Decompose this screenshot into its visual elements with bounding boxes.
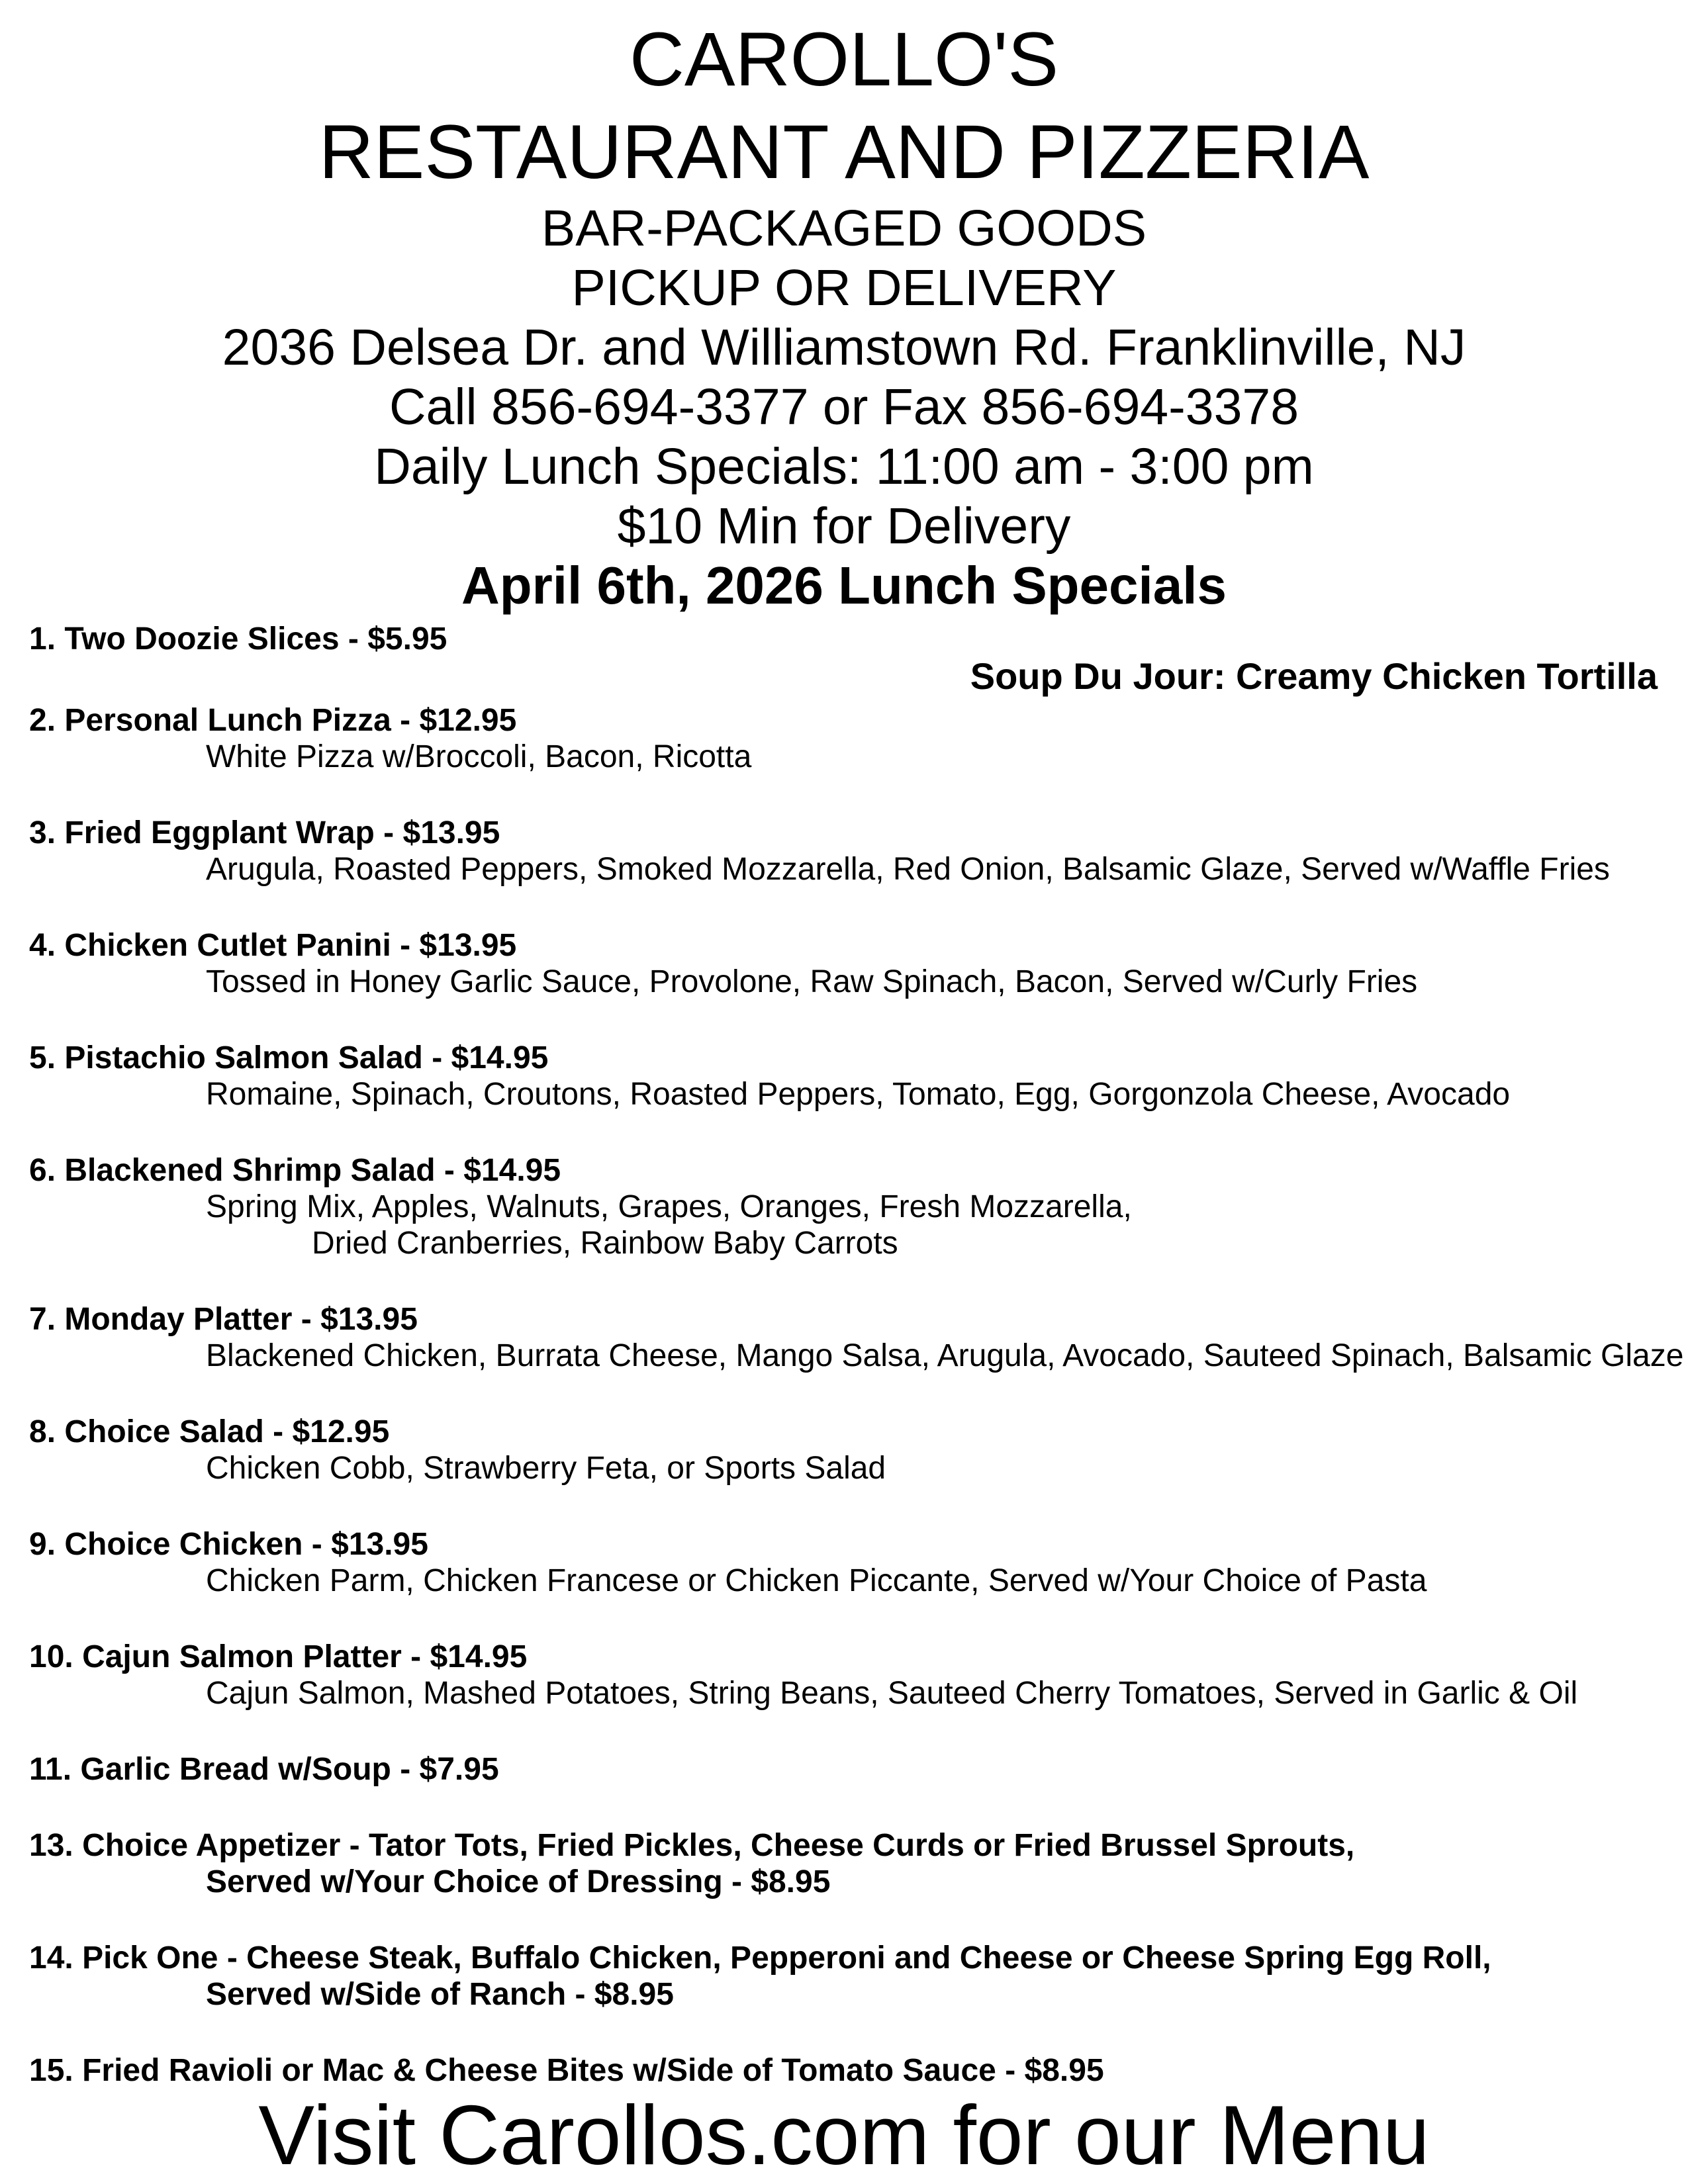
menu-item-title: 2. Personal Lunch Pizza - $12.95 bbox=[29, 703, 517, 738]
menu-item bbox=[29, 1301, 1684, 1374]
menu-item bbox=[29, 1827, 1658, 1900]
footer-note: Visit Carollos.com for our Menu bbox=[258, 2088, 1430, 2182]
menu-item bbox=[29, 1639, 1658, 1711]
menu-item-title: 13. Choice Appetizer - Tator Tots, Fried Pickles, Cheese Curds or Fried Brussel Sprouts, bbox=[29, 1828, 1355, 1863]
menu-item-desc: Romaine, Spinach, Croutons, Roasted Peppers, Tomato, Egg, Gorgonzola Cheese, Avocado bbox=[206, 1077, 1511, 1112]
soup-du-jour: Soup Du Jour: Creamy Chicken Tortilla bbox=[970, 655, 1658, 697]
menu-item-desc: Cajun Salmon, Mashed Potatoes, String Beans, Sauteed Cherry Tomatoes, Served in Garlic & Oil bbox=[206, 1676, 1578, 1711]
header-address: 2036 Delsea Dr. and Williamstown Rd. Franklinville, NJ bbox=[222, 319, 1466, 376]
menu-item-desc: Served w/Side of Ranch - $8.95 bbox=[206, 1977, 674, 2012]
menu-item-title: 4. Chicken Cutlet Panini - $13.95 bbox=[29, 928, 517, 963]
menu-item-desc: Blackened Chicken, Burrata Cheese, Mango Salsa, Arugula, Avocado, Sauteed Spinach, Balsamic Glaze bbox=[206, 1338, 1684, 1373]
menu-item-desc: Spring Mix, Apples, Walnuts, Grapes, Oranges, Fresh Mozzarella, bbox=[206, 1189, 1132, 1224]
menu-item bbox=[29, 1751, 1658, 1788]
menu-item bbox=[29, 702, 1658, 775]
menu-item-title: 5. Pistachio Salmon Salad - $14.95 bbox=[29, 1040, 549, 1075]
header-bar-packaged-goods: BAR-PACKAGED GOODS bbox=[541, 200, 1147, 257]
menu-item bbox=[29, 815, 1658, 887]
menu-item bbox=[29, 621, 1658, 657]
specials-heading: April 6th, 2026 Lunch Specials bbox=[461, 556, 1227, 615]
menu-item-desc: Chicken Cobb, Strawberry Feta, or Sports Salad bbox=[206, 1451, 886, 1486]
menu-item-desc: Chicken Parm, Chicken Francese or Chicken Piccante, Served w/Your Choice of Pasta bbox=[206, 1563, 1427, 1598]
menu-items bbox=[29, 615, 1684, 2089]
menu-item bbox=[29, 1152, 1658, 1261]
menu-item-desc: Dried Cranberries, Rainbow Baby Carrots bbox=[312, 1226, 898, 1261]
menu-item bbox=[29, 1940, 1658, 2013]
menu-item bbox=[29, 2052, 1658, 2089]
menu-item-title: 15. Fried Ravioli or Mac & Cheese Bites w/Side of Tomato Sauce - $8.95 bbox=[29, 2053, 1104, 2088]
header-pickup-or-delivery: PICKUP OR DELIVERY bbox=[571, 259, 1117, 316]
header bbox=[0, 0, 1688, 615]
menu-item-desc: Arugula, Roasted Peppers, Smoked Mozzarella, Red Onion, Balsamic Glaze, Served w/Waffle Fries bbox=[206, 852, 1610, 887]
restaurant-name-line1: CAROLLO'S bbox=[629, 17, 1059, 102]
menu-item-title: 3. Fried Eggplant Wrap - $13.95 bbox=[29, 815, 500, 850]
header-phone-fax: Call 856-694-3377 or Fax 856-694-3378 bbox=[389, 379, 1299, 435]
restaurant-name-line2: RESTAURANT AND PIZZERIA bbox=[318, 110, 1370, 195]
menu-item-title: 6. Blackened Shrimp Salad - $14.95 bbox=[29, 1153, 561, 1188]
menu-item bbox=[29, 1414, 1658, 1486]
menu-item-title: 9. Choice Chicken - $13.95 bbox=[29, 1527, 428, 1562]
header-delivery-minimum: $10 Min for Delivery bbox=[617, 498, 1071, 555]
header-lunch-hours: Daily Lunch Specials: 11:00 am - 3:00 pm bbox=[374, 438, 1314, 495]
menu-item bbox=[29, 1040, 1658, 1113]
menu-item-title: 7. Monday Platter - $13.95 bbox=[29, 1302, 418, 1337]
menu-item-title: 1. Two Doozie Slices - $5.95 bbox=[29, 621, 447, 657]
menu-item-desc: Tossed in Honey Garlic Sauce, Provolone, Raw Spinach, Bacon, Served w/Curly Fries bbox=[206, 964, 1418, 999]
menu-item-title: 8. Choice Salad - $12.95 bbox=[29, 1414, 390, 1449]
menu-item bbox=[29, 1526, 1658, 1599]
menu-item-title: 14. Pick One - Cheese Steak, Buffalo Chicken, Pepperoni and Cheese or Cheese Spring Egg Roll, bbox=[29, 1940, 1491, 1976]
menu-item bbox=[29, 927, 1658, 1000]
menu-item-title: 11. Garlic Bread w/Soup - $7.95 bbox=[29, 1752, 499, 1787]
menu-item-desc: White Pizza w/Broccoli, Bacon, Ricotta bbox=[206, 739, 752, 774]
menu-item-desc: Served w/Your Choice of Dressing - $8.95 bbox=[206, 1864, 831, 1899]
menu-item-title: 10. Cajun Salmon Platter - $14.95 bbox=[29, 1639, 528, 1674]
